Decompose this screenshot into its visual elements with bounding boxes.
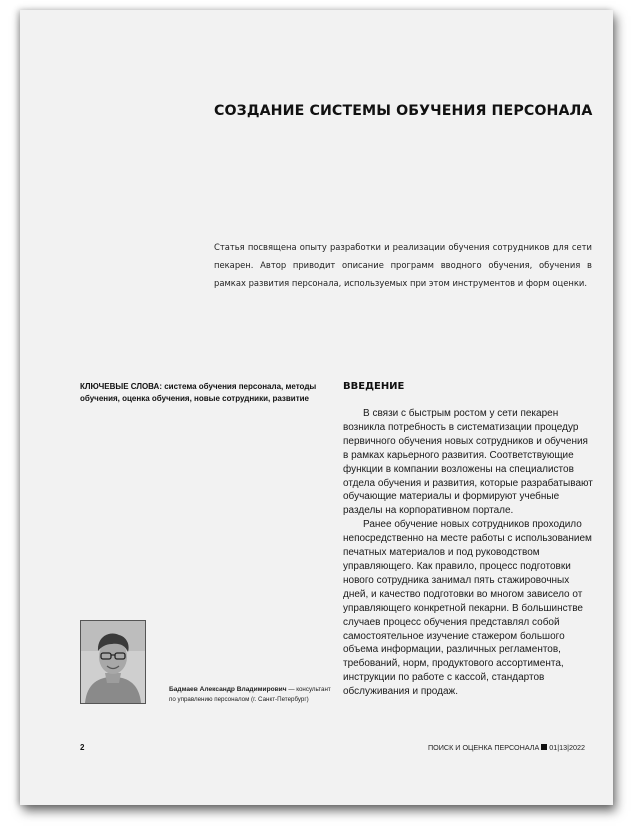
keywords-text: система обучения персонала, методы обучения, оценка обучения, новые сотрудники, развитие — [80, 382, 317, 403]
journal-footer — [428, 743, 585, 752]
author-description: — консультант по управлению персоналом (г. Санкт-Петербург) — [169, 686, 331, 703]
body-paragraph: Ранее обучение новых сотрудников проходило непосредственно на месте работы с использованием печатных материалов и под руководством управляющего. Как правило, процесс подготовки нового сотрудника занимал пять стажировочных дней, и качество подготовки во многом зависело от управляющего конкретной пекарни. В большинстве случаев процесс обучения представлял собой самостоятельное изучение стажером большого объема информации, различных регламентов, требований, норм, продуктового ассортимента, инструкции по работе с кассой, стандартов обслуживания и продаж. — [343, 519, 592, 698]
author-name: Бадмаев Александр Владимирович — [169, 686, 287, 693]
keywords-block — [80, 381, 320, 404]
keywords-label: КЛЮЧЕВЫЕ СЛОВА: — [80, 382, 162, 391]
article-body — [343, 407, 595, 699]
journal-issue: 01|13|2022 — [549, 743, 585, 752]
journal-name: ПОИСК И ОЦЕНКА ПЕРСОНАЛА — [428, 743, 540, 752]
section-heading: ВВЕДЕНИЕ — [343, 381, 405, 392]
square-separator-icon — [541, 744, 547, 750]
author-photo — [80, 620, 146, 704]
page-number: 2 — [80, 743, 85, 752]
body-paragraph: В связи с быстрым ростом у сети пекарен возникла потребность в систематизации процедур первичного обучения новых сотрудников и обучения в рамках карьерного развития. Соответствующие функции в компании возложены на специалистов отдела обучения и развития, которые разрабатывают обучающие материалы и формируют учебные разделы на корпоративном портале. — [343, 408, 593, 517]
article-title: СОЗДАНИЕ СИСТЕМЫ ОБУЧЕНИЯ ПЕРСОНАЛА — [214, 103, 593, 119]
author-portrait-icon — [81, 621, 145, 703]
author-info — [169, 685, 339, 704]
article-abstract: Статья посвящена опыту разработки и реализации обучения сотрудников для сети пекарен. Автор приводит описание программ вводного обучения, обучения в рамках развития персонала, используемых при этом инструментов и форм оценки. — [214, 242, 592, 289]
magazine-page — [20, 10, 613, 805]
